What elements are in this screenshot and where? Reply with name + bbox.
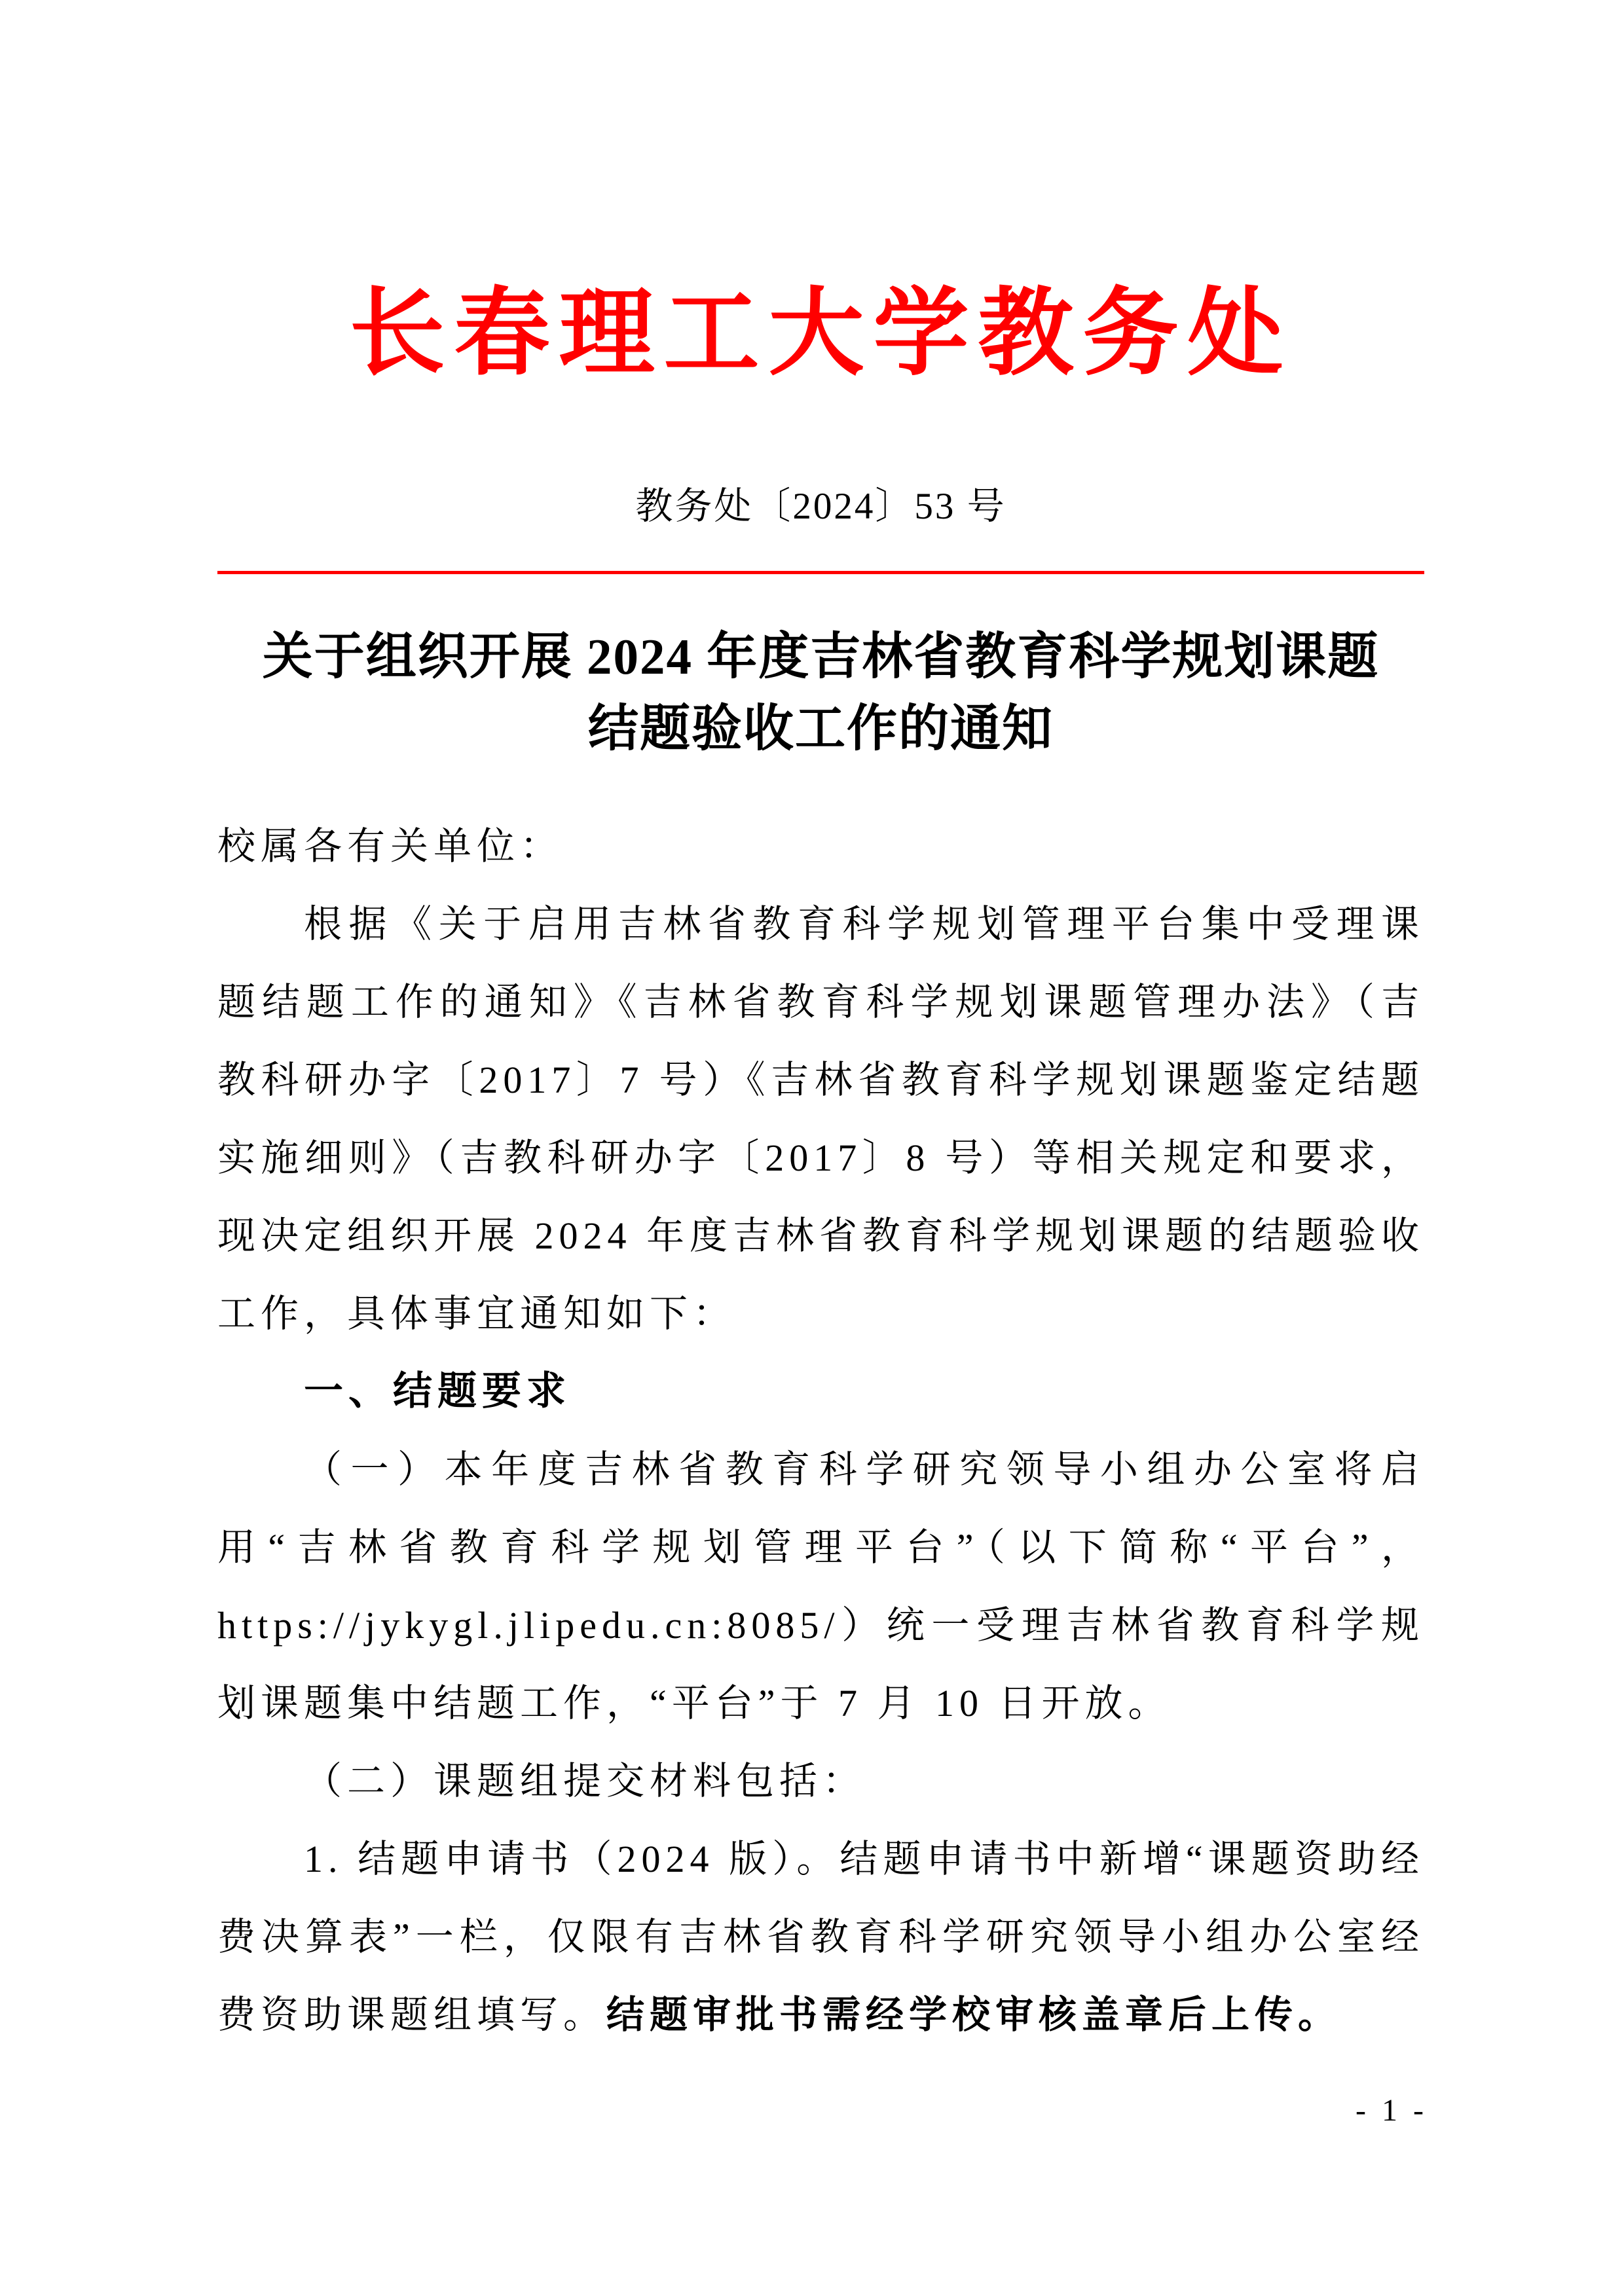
notice-body — [217, 807, 1424, 2054]
paragraph-basis: 根据《关于启用吉林省教育科学规划管理平台集中受理课题结题工作的通知》《吉林省教育科学规划课题管理办法》（吉教科研办字〔2017〕7 号）《吉林省教育科学规划课题鉴定结题实施细则》（吉教科研办字〔2017〕8 号）等相关规定和要求，现决定组织开展 2024 年度吉林省教育科学规划课题的结题验收工作，具体事宜通知如下： — [217, 903, 1425, 1335]
salutation-line: 校属各有关单位： — [217, 825, 564, 867]
org-header-title: 长春理工大学教务处 — [349, 277, 1293, 389]
document-number: 教务处〔2024〕53 号 — [635, 486, 1006, 527]
paragraph-platform — [217, 1430, 1424, 1742]
notice-title-line2: 结题验收工作的通知 — [588, 701, 1054, 757]
platform-text-before-url: （一）本年度吉林省教育科学研究领导小组办公室将启用“吉林省教育科学规划管理平台”（以下简称“平台”， — [217, 1448, 1424, 1569]
paragraph-materials-intro: （二）课题组提交材料包括： — [304, 1760, 866, 1802]
red-header-rule — [217, 571, 1424, 574]
notice-title-line1: 关于组织开展 2024 年度吉林省教育科学规划课题 — [262, 629, 1380, 685]
application-form-text: 1. 结题申请书（2024 版）。结题申请书中新增“课题资助经费决算表”一栏，仅限有吉林省教育科学研究领导小组办公室经费资助课题组填写。 — [217, 1838, 1424, 2036]
approval-form-bold-emphasis: 结题审批书需经学校审核盖章后上传。 — [606, 1994, 1342, 2036]
platform-text-after-url: ）统一受理吉林省教育科学规划课题集中结题工作，“平台”于 7 月 10 日开放。 — [217, 1604, 1424, 1724]
page-number: - 1 - — [1356, 2093, 1428, 2128]
platform-url-text: https://jykygl.jlipedu.cn:8085/ — [217, 1604, 840, 1647]
paragraph-application-form — [217, 1820, 1424, 2054]
notice-title — [217, 621, 1424, 765]
section-heading-1: 一、结题要求 — [304, 1368, 571, 1414]
